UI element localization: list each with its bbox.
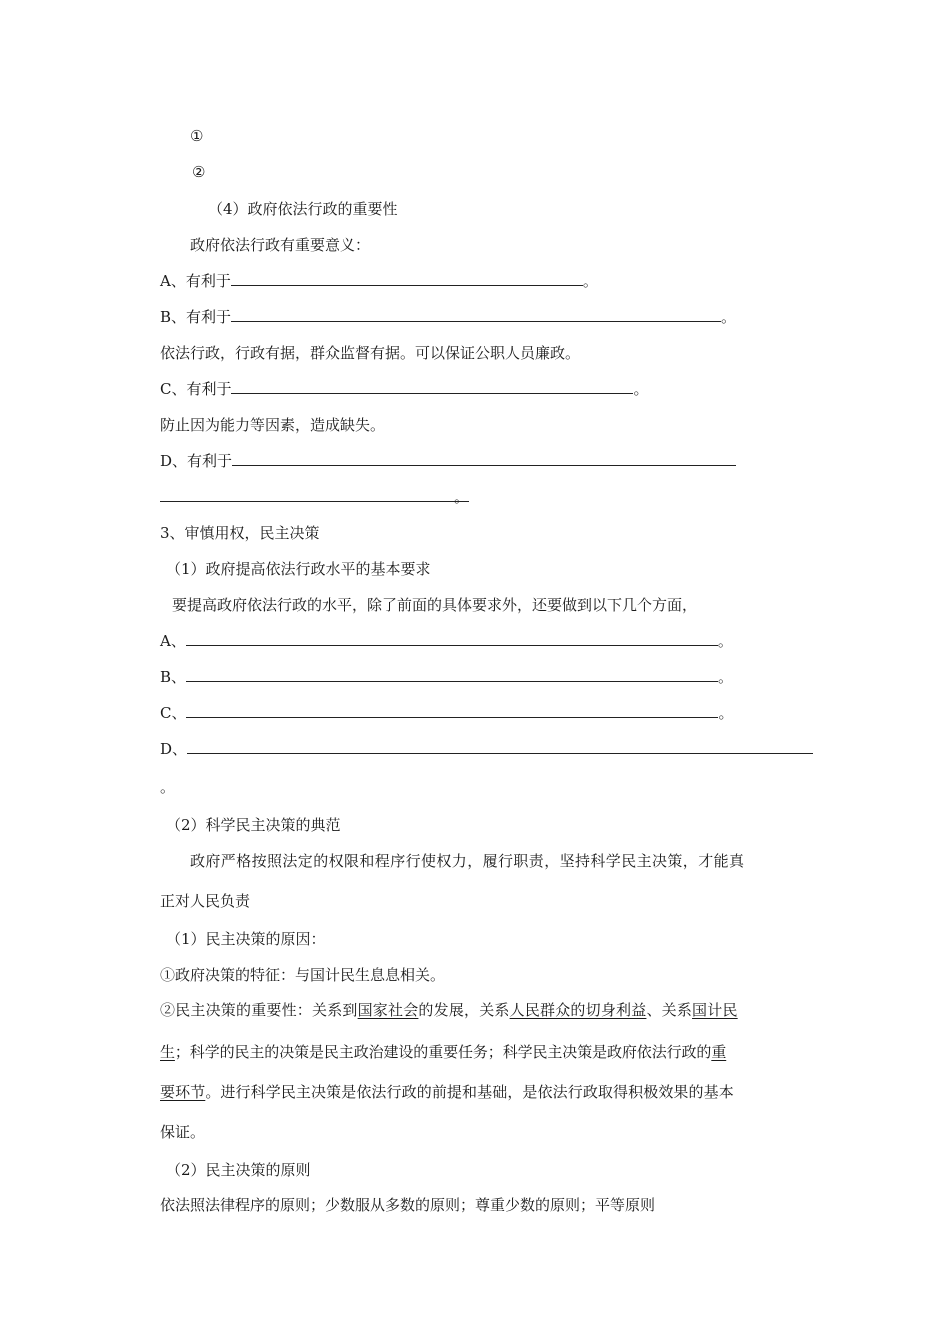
underlined-term: 人民群众的切身利益 (509, 1001, 647, 1019)
blank-label: A、有利于 (160, 272, 231, 290)
subsection-heading: （1）民主决策的原因： (166, 930, 326, 948)
period: 。 (160, 778, 176, 796)
blank-line-b (160, 667, 733, 687)
reason-2-line-4: 保证。 (160, 1123, 206, 1141)
blank-line-d-cont (160, 487, 469, 507)
text-run: 的发展，关系 (418, 1001, 510, 1019)
fill-blank[interactable] (186, 631, 718, 646)
period: 。 (582, 272, 598, 290)
subsection-heading: （2）科学民主决策的典范 (166, 816, 341, 834)
fill-blank[interactable] (232, 451, 736, 466)
blank-label: B、 (160, 668, 187, 686)
section-title: 3、审慎用权，民主决策 (160, 524, 320, 542)
blank-label: D、 (160, 740, 188, 758)
intro-text: 政府依法行政有重要意义： (190, 236, 371, 254)
blank-label: C、 (160, 704, 187, 722)
subsection-heading: （1）政府提高依法行政水平的基本要求 (166, 560, 431, 578)
subsection-heading: （2）民主决策的原则 (166, 1161, 311, 1179)
text-run: 、关系 (646, 1001, 693, 1019)
reason-1: ①政府决策的特征：与国计民生息息相关。 (160, 966, 446, 984)
period: 。 (633, 380, 649, 398)
fill-blank[interactable] (186, 703, 718, 718)
blank-line-c (160, 379, 649, 399)
fill-blank[interactable] (231, 271, 583, 286)
item-marker-2: ② (192, 163, 206, 181)
period: 。 (454, 488, 470, 506)
blank-line-b (160, 307, 736, 327)
text-run: 。进行科学民主决策是依法行政的前提和基础，是依法行政取得积极效果的基本 (205, 1083, 734, 1101)
item-marker-1: ① (190, 127, 204, 145)
underlined-term: 重 (711, 1043, 727, 1061)
note-text: 依法行政，行政有据，群众监督有据。可以保证公职人员廉政。 (160, 344, 581, 362)
text-run: ；科学的民主的决策是民主政治建设的重要任务；科学民主决策是政府依法行政的 (174, 1043, 712, 1061)
blank-line-d (160, 451, 736, 471)
note-text: 防止因为能力等因素，造成缺失。 (160, 416, 386, 434)
intro-text: 要提高政府依法行政的水平，除了前面的具体要求外，还要做到以下几个方面， (172, 596, 698, 614)
period: 。 (718, 668, 734, 686)
blank-line-d (160, 739, 813, 759)
reason-2-line-1 (160, 1000, 738, 1020)
blank-label: D、有利于 (160, 452, 233, 470)
fill-blank[interactable] (186, 667, 718, 682)
reason-2-line-3 (160, 1082, 734, 1102)
fill-blank[interactable] (231, 379, 633, 394)
underlined-term: 国计民 (692, 1001, 738, 1019)
period: 。 (718, 704, 734, 722)
underlined-term: 国家社会 (357, 1001, 419, 1019)
blank-label: B、有利于 (160, 308, 232, 326)
underlined-term: 生 (160, 1043, 175, 1061)
principles-text: 依法照法律程序的原则；少数服从多数的原则；尊重少数的原则；平等原则 (160, 1196, 656, 1214)
section-heading: （4）政府依法行政的重要性 (208, 200, 398, 218)
blank-label: A、 (160, 632, 186, 650)
blank-line-c (160, 703, 734, 723)
fill-blank[interactable] (160, 487, 454, 502)
reason-2-line-2 (160, 1042, 726, 1062)
paragraph-line: 政府严格按照法定的权限和程序行使权力，履行职责，坚持科学民主决策，才能真 (190, 852, 745, 870)
fill-blank[interactable] (187, 739, 813, 754)
blank-line-a (160, 271, 598, 291)
blank-label: C、有利于 (160, 380, 232, 398)
fill-blank[interactable] (231, 307, 721, 322)
period: 。 (717, 632, 733, 650)
paragraph-line: 正对人民负责 (160, 892, 251, 910)
blank-line-a (160, 631, 733, 651)
underlined-term: 要环节 (160, 1083, 206, 1101)
text-run: ②民主决策的重要性：关系到 (160, 1001, 358, 1019)
period: 。 (721, 308, 737, 326)
